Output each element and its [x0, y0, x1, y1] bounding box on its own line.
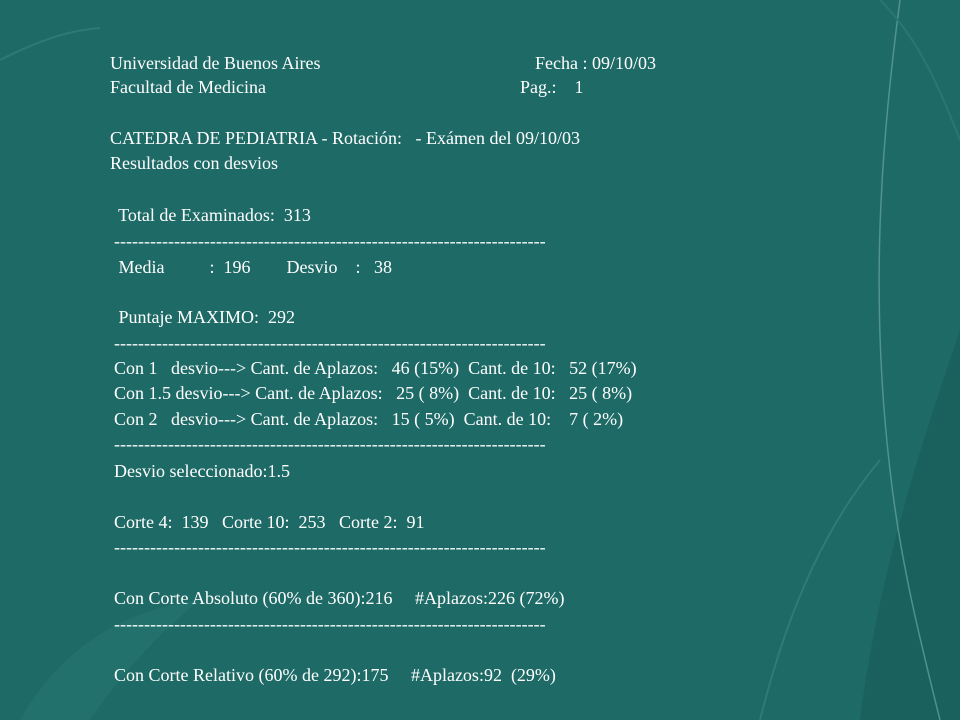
relative-cut: Con Corte Relativo (60% de 292):175 #Aplazos:92 (29%)	[114, 665, 556, 685]
deviation-row: Con 1 desvio---> Cant. de Aplazos: 46 (15%) Cant. de 10: 52 (17%)	[114, 358, 637, 378]
report-date: Fecha : 09/10/03	[535, 53, 656, 73]
max-score: Puntaje MAXIMO: 292	[114, 307, 295, 327]
separator-line: ------------------------------------------------------------------------	[114, 333, 546, 353]
deviation-row: Con 1.5 desvio---> Cant. de Aplazos: 25 ( 8%) Cant. de 10: 25 ( 8%)	[114, 383, 633, 403]
absolute-cut: Con Corte Absoluto (60% de 360):216 #Aplazos:226 (72%)	[114, 588, 565, 608]
faculty-name: Facultad de Medicina	[110, 77, 266, 97]
mean-deviation: Media : 196 Desvio : 38	[114, 257, 392, 277]
selected-deviation: Desvio seleccionado:1.5	[114, 461, 290, 481]
exam-subtitle: Resultados con desvios	[110, 153, 278, 173]
exam-title: CATEDRA DE PEDIATRIA - Rotación: - Exámen del 09/10/03	[110, 128, 580, 148]
total-examined: Total de Examinados: 313	[114, 205, 311, 225]
separator-line: ------------------------------------------------------------------------	[114, 614, 546, 634]
separator-line: ------------------------------------------------------------------------	[114, 231, 546, 251]
deviation-row: Con 2 desvio---> Cant. de Aplazos: 15 ( 5%) Cant. de 10: 7 ( 2%)	[114, 409, 624, 429]
cut-scores: Corte 4: 139 Corte 10: 253 Corte 2: 91	[114, 512, 425, 532]
university-name: Universidad de Buenos Aires	[110, 53, 321, 73]
separator-line: ------------------------------------------------------------------------	[114, 434, 546, 454]
separator-line: ------------------------------------------------------------------------	[114, 537, 546, 557]
page-number: Pag.: 1	[520, 77, 584, 97]
